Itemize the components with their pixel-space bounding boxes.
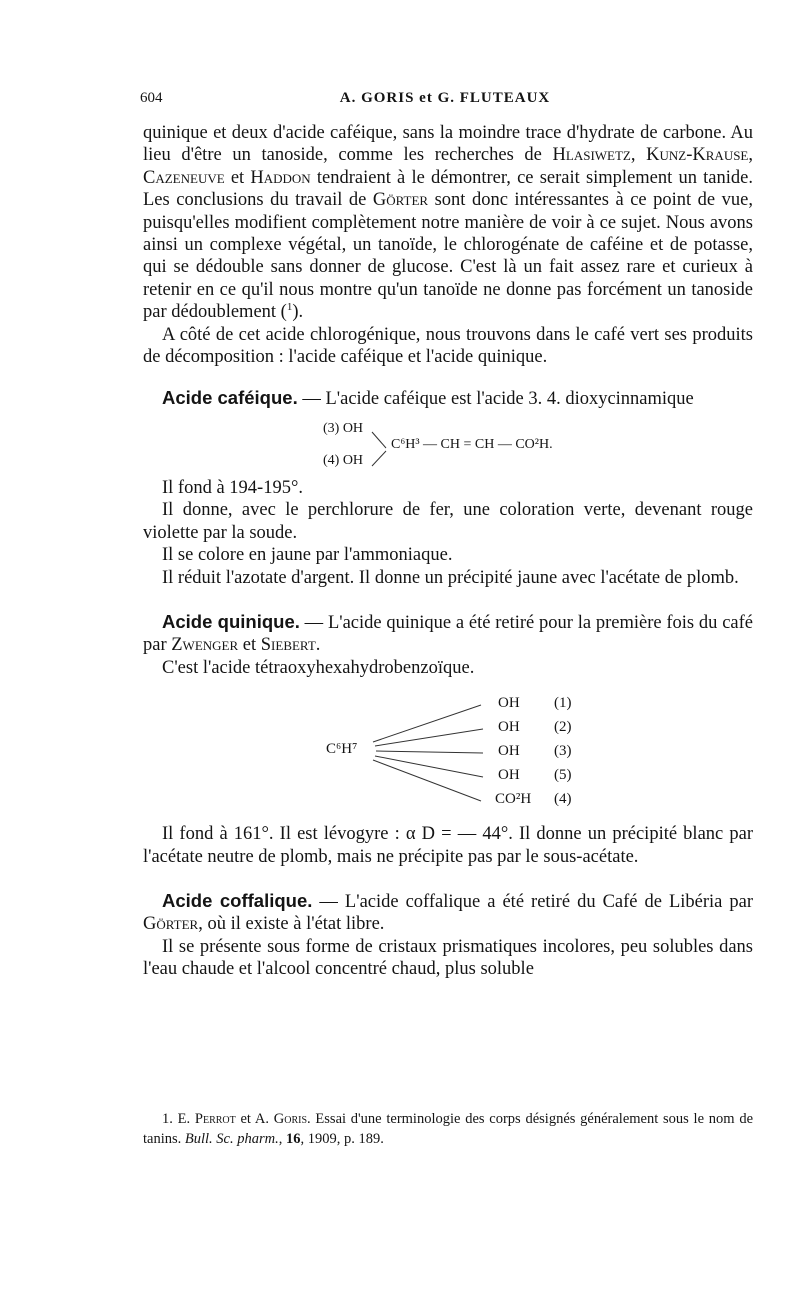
- author-name: Görter: [143, 914, 199, 935]
- footnote-text: [143, 1109, 753, 1149]
- text-span: ,: [278, 1131, 286, 1147]
- author-name: Görter: [372, 190, 429, 211]
- main-text: [143, 122, 753, 981]
- author-name: Siebert: [260, 635, 316, 656]
- journal-title: Bull. Sc. pharm.: [184, 1131, 279, 1147]
- paragraph-decomposition: A côté de cet acide chlorogénique, nous trouvons dans le café vert ses produits de décomposition : l'acide caféique et l'acide quinique.: [143, 324, 753, 368]
- section-heading-coffalique: Acide coffalique.: [162, 889, 313, 911]
- quinique-intro: [143, 611, 753, 657]
- formula-core: C⁶H⁷: [326, 741, 358, 758]
- text-span: ,: [748, 145, 753, 166]
- text-line: Il donne, avec le perchlorure de fer, une coloration verte, devenant rouge violette par la soude.: [143, 500, 753, 543]
- paragraph-quinique-properties: Il fond à 161°. Il est lévogyre : α D = — 44°. Il donne un précipité blanc par l'acétate neutre de plomb, mais ne précipite pas par le sous-acétate.: [143, 824, 753, 867]
- formula-group: OH: [498, 719, 520, 736]
- author-name: Perrot: [194, 1111, 236, 1127]
- spacer: [143, 368, 753, 387]
- formula-position: (1): [554, 695, 572, 712]
- formula-quinique: [143, 685, 753, 815]
- section-heading-cafeique: Acide caféique.: [162, 387, 298, 409]
- formula-cafeique: [143, 417, 753, 475]
- text-span: et: [238, 635, 261, 656]
- formula-position: (2): [554, 719, 572, 736]
- formula-position: (3): [554, 743, 572, 760]
- text-line: Il fond à 194-195°.: [162, 477, 303, 498]
- spacer: [143, 868, 753, 890]
- cafeique-intro: [143, 387, 753, 410]
- footnote: [143, 1109, 753, 1149]
- page-header: [140, 90, 750, 110]
- text-span: quinique et deux d'acide caféique, sans la moindre trace d'hydrate de carbone. Au lieu d'être un tanoside, comme les recherches de: [143, 123, 753, 166]
- text-span: ,: [630, 145, 647, 166]
- paragraph-tanoide: [143, 122, 753, 324]
- section-heading-quinique: Acide quinique.: [162, 610, 300, 632]
- author-name: Cazeneuve: [143, 167, 225, 188]
- formula-main-chain: C⁶H³ — CH = CH — CO²H.: [391, 436, 553, 452]
- text-span: tendraient à le démontrer, ce serait simplement un tanide. Les conclusions du travail de: [143, 167, 753, 211]
- text-span: — L'acide quinique a été retiré pour la première fois du café par: [143, 612, 753, 656]
- text-span: et A.: [235, 1111, 274, 1127]
- formula-group: OH: [498, 695, 520, 712]
- text-span: — L'acide coffalique a été retiré du Café de Libéria par: [312, 891, 754, 912]
- text-span: ).: [292, 302, 304, 323]
- formula-group: (4) OH: [323, 452, 364, 468]
- formula-bond-lines: [369, 429, 389, 471]
- formula-group: CO²H: [495, 791, 532, 808]
- formula-group: (3) OH: [323, 420, 364, 436]
- coffalique-intro: [143, 890, 753, 936]
- author-name: Zwenger: [171, 635, 239, 656]
- formula-group: OH: [498, 743, 520, 760]
- text-span: et: [224, 167, 251, 188]
- formula-position: (5): [554, 767, 572, 784]
- author-name: Hlasiwetz: [552, 145, 631, 166]
- running-title: A. GORIS et G. FLUTEAUX: [339, 90, 551, 106]
- text-span: , 1909, p. 189.: [300, 1131, 384, 1147]
- text-line: Il réduit l'azotate d'argent. Il donne un précipité jaune avec l'acétate de plomb.: [162, 567, 739, 588]
- formula-position: (4): [554, 791, 572, 808]
- footnote-ref: 1: [286, 301, 293, 314]
- formula-group: OH: [498, 767, 520, 784]
- author-name: Haddon: [250, 167, 311, 188]
- text-line: C'est l'acide tétraoxyhexahydrobenzoïque.: [162, 657, 475, 678]
- text-span: sont donc intéressantes à ce point de vue, puisqu'elles modifient complètement notre manière de voir à ce sujet. Nous avons ainsi un complexe végétal, un tanoïde, le chlorogénate de caféine et de potasse, qui se dédouble sans donner de glucose. C'est là un fait assez rare et curieux à retenir en ce qu'il nous montre qu'un tanoïde ne donne pas forcément un tanoside par dédoublement (: [143, 190, 753, 323]
- spacer: [143, 589, 753, 611]
- text-span: E.: [172, 1111, 195, 1127]
- text-span: — L'acide caféique est l'acide 3. 4. dioxycinnamique: [297, 389, 694, 410]
- text-line: Il se présente sous forme de cristaux prismatiques incolores, peu solubles dans l'eau chaude et l'alcool concentré chaud, plus soluble: [143, 936, 753, 980]
- author-name: Goris: [273, 1111, 308, 1127]
- text-span: , où il existe à l'état libre.: [198, 914, 385, 935]
- page-number: 604: [140, 90, 163, 106]
- volume-number: 16: [285, 1131, 301, 1147]
- text-span: .: [315, 635, 321, 656]
- text-span: . Essai d'une terminologie des corps désignés généralement sous le nom de tanins.: [143, 1111, 754, 1147]
- text-line: Il se colore en jaune par l'ammoniaque.: [162, 545, 453, 566]
- author-name: Kunz-Krause: [646, 145, 749, 166]
- footnote-number: 1.: [162, 1111, 173, 1127]
